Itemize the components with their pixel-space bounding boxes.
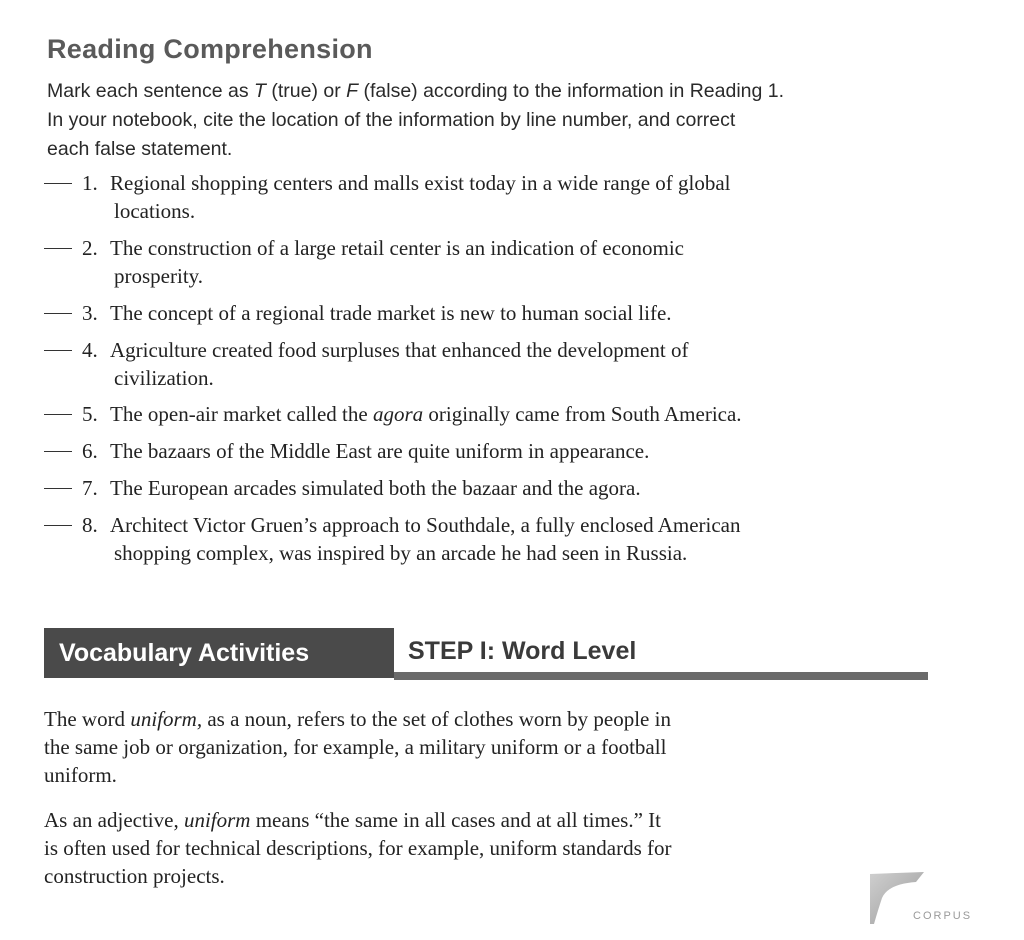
statement-text: The open-air market called the bbox=[110, 402, 373, 426]
paragraph-text: The word bbox=[44, 707, 131, 731]
italic-term: uniform bbox=[183, 808, 251, 832]
statement-text: locations. bbox=[114, 199, 196, 223]
statement-text: The construction of a large retail center is an indication of economic bbox=[110, 236, 684, 260]
paragraph-text: means “the same in all cases and at all times.” It bbox=[250, 808, 661, 832]
italic-term: uniform, bbox=[130, 707, 203, 731]
instructions-text: In your notebook, cite the location of the information by line number, and correct bbox=[47, 109, 736, 131]
statement-text: Regional shopping centers and malls exist today in a wide range of global bbox=[110, 171, 731, 195]
statement-text: Architect Victor Gruen’s approach to Southdale, a fully enclosed American bbox=[110, 513, 741, 537]
paragraph-text: uniform. bbox=[44, 763, 117, 787]
statement-text: Agriculture created food surpluses that enhanced the development of bbox=[110, 338, 689, 362]
statement-item-8 bbox=[44, 511, 740, 567]
statement-text: The concept of a regional trade market is new to human social life. bbox=[110, 301, 672, 325]
statement-text: prosperity. bbox=[114, 264, 204, 288]
item-number: 2. bbox=[82, 236, 98, 260]
statement-item-1 bbox=[44, 169, 731, 225]
answer-blank[interactable] bbox=[44, 451, 72, 452]
item-number: 4. bbox=[82, 338, 98, 362]
statement-item-6 bbox=[44, 437, 649, 465]
statement-item-5 bbox=[44, 400, 742, 428]
paragraph-text: as a noun, refers to the set of clothes worn by people in bbox=[202, 707, 671, 731]
instructions-text: each false statement. bbox=[47, 138, 233, 160]
statement-item-7 bbox=[44, 474, 641, 502]
answer-blank[interactable] bbox=[44, 350, 72, 351]
vocabulary-section-label: Vocabulary Activities bbox=[44, 628, 394, 678]
item-number: 7. bbox=[82, 476, 98, 500]
item-number: 6. bbox=[82, 439, 98, 463]
item-number: 8. bbox=[82, 513, 98, 537]
vocabulary-paragraph-2 bbox=[44, 806, 904, 890]
answer-blank[interactable] bbox=[44, 488, 72, 489]
statement-text: civilization. bbox=[114, 366, 214, 390]
statement-text: The bazaars of the Middle East are quite uniform in appearance. bbox=[110, 439, 650, 463]
item-number: 5. bbox=[82, 402, 98, 426]
section-title: Reading Comprehension bbox=[47, 34, 373, 64]
statement-item-2 bbox=[44, 234, 684, 290]
paragraph-text: the same job or organization, for example, a military uniform or a football bbox=[44, 735, 667, 759]
instructions-text: (true) or bbox=[265, 80, 347, 102]
statement-text: originally came from South America. bbox=[423, 402, 742, 426]
answer-blank[interactable] bbox=[44, 414, 72, 415]
header-rule bbox=[394, 672, 928, 680]
paragraph-text: is often used for technical descriptions, for example, uniform standards for bbox=[44, 836, 672, 860]
answer-blank[interactable] bbox=[44, 313, 72, 314]
vocabulary-step-label: STEP I: Word Level bbox=[408, 637, 637, 665]
answer-blank[interactable] bbox=[44, 183, 72, 184]
false-marker: F bbox=[346, 80, 359, 102]
statement-item-4 bbox=[44, 336, 688, 392]
statement-text: The European arcades simulated both the bazaar and the agora. bbox=[110, 476, 641, 500]
instructions-text: (false) according to the information in Reading 1. bbox=[358, 80, 785, 102]
corpus-label: CORPUS bbox=[913, 910, 973, 922]
statement-italic-term: agora bbox=[372, 402, 424, 426]
item-number: 3. bbox=[82, 301, 98, 325]
vocabulary-paragraph-1 bbox=[44, 705, 904, 789]
paragraph-text: construction projects. bbox=[44, 864, 225, 888]
answer-blank[interactable] bbox=[44, 248, 72, 249]
instructions bbox=[47, 77, 947, 164]
instructions-text: Mark each sentence as bbox=[47, 80, 255, 102]
answer-blank[interactable] bbox=[44, 525, 72, 526]
statement-text: shopping complex, was inspired by an arcade he had seen in Russia. bbox=[114, 541, 688, 565]
item-number: 1. bbox=[82, 171, 98, 195]
vocabulary-header bbox=[44, 628, 928, 680]
paragraph-text: As an adjective, bbox=[44, 808, 184, 832]
true-marker: T bbox=[254, 80, 266, 102]
statement-item-3 bbox=[44, 299, 672, 327]
